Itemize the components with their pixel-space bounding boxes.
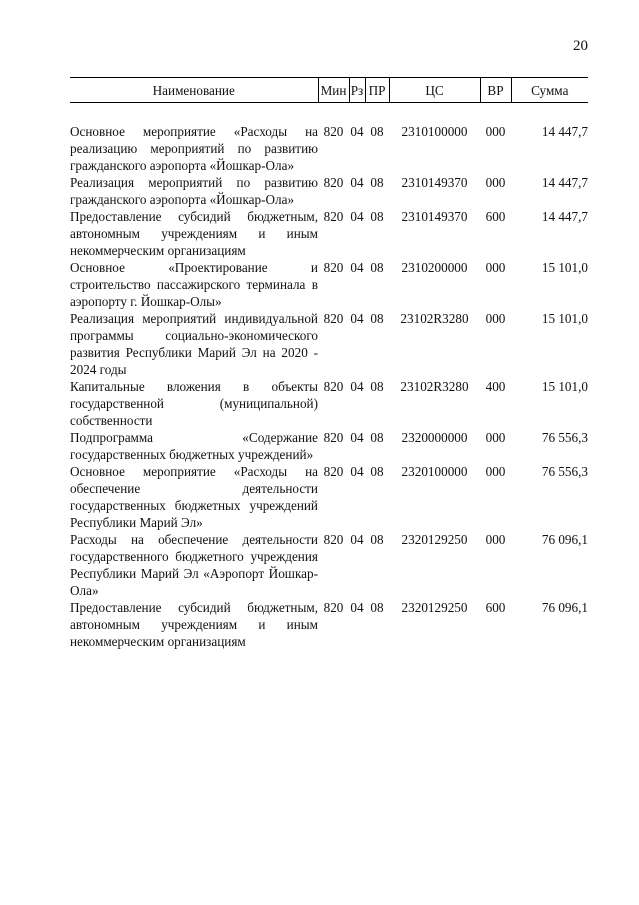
row-sum: 15 101,0: [541, 311, 588, 326]
table-row: [70, 259, 588, 310]
row-sum: 76 556,3: [541, 430, 588, 445]
row-sum: 14 447,7: [541, 209, 588, 224]
table-row: [70, 599, 588, 650]
row-sum: 14 447,7: [541, 124, 588, 139]
table-row: [70, 123, 588, 174]
table-row: [70, 378, 588, 429]
row-pr: 08: [370, 379, 384, 394]
row-name: Основное «Проектирование и строительство пассажирского терминала в аэропорту г. Йошкар-Олы»: [70, 260, 318, 309]
row-rz: 04: [350, 175, 364, 190]
row-cs: 23102R3280: [400, 311, 469, 326]
row-min: 820: [323, 464, 344, 479]
row-name: Реализация мероприятий индивидуальной программы социально-экономического развития Республики Марий Эл на 2020 - 2024 годы: [70, 311, 318, 377]
row-name: Реализация мероприятий по развитию гражданского аэропорта «Йошкар-Ола»: [70, 175, 318, 207]
row-pr: 08: [370, 311, 384, 326]
row-pr: 08: [370, 600, 384, 615]
row-min: 820: [323, 600, 344, 615]
row-sum: 76 556,3: [541, 464, 588, 479]
row-vr: 000: [485, 260, 506, 275]
table-row: [70, 310, 588, 378]
row-name: Предоставление субсидий бюджетным, автономным учреждениям и иным некоммерческим организациям: [70, 600, 318, 649]
row-pr: 08: [370, 124, 384, 139]
header-vr: ВР: [480, 78, 511, 103]
row-min: 820: [323, 532, 344, 547]
row-name: Подпрограмма «Содержание государственных бюджетных учреждений»: [70, 430, 318, 462]
row-cs: 2320129250: [401, 600, 468, 615]
row-vr: 000: [485, 175, 506, 190]
row-cs: 2320000000: [401, 430, 468, 445]
row-min: 820: [323, 124, 344, 139]
row-rz: 04: [350, 430, 364, 445]
row-rz: 04: [350, 209, 364, 224]
row-pr: 08: [370, 209, 384, 224]
row-rz: 04: [350, 260, 364, 275]
row-min: 820: [323, 430, 344, 445]
header-cs: ЦС: [389, 78, 480, 103]
row-vr: 000: [485, 430, 506, 445]
row-vr: 000: [485, 532, 506, 547]
row-cs: 2310100000: [401, 124, 468, 139]
row-cs: 23102R3280: [400, 379, 469, 394]
row-pr: 08: [370, 260, 384, 275]
header-min: Мин: [318, 78, 349, 103]
table-row: [70, 429, 588, 463]
row-min: 820: [323, 209, 344, 224]
row-rz: 04: [350, 124, 364, 139]
row-name: Капитальные вложения в объекты государственной (муниципальной) собственности: [70, 379, 318, 428]
row-name: Основное мероприятие «Расходы на реализацию мероприятий по развитию гражданского аэропорта «Йошкар-Ола»: [70, 124, 318, 173]
row-vr: 000: [485, 124, 506, 139]
row-name: Основное мероприятие «Расходы на обеспечение деятельности государственных бюджетных учреждений Республики Марий Эл»: [70, 464, 318, 530]
row-sum: 76 096,1: [541, 532, 588, 547]
row-min: 820: [323, 311, 344, 326]
row-vr: 000: [485, 311, 506, 326]
header-pr: ПР: [365, 78, 389, 103]
row-vr: 000: [485, 464, 506, 479]
row-pr: 08: [370, 532, 384, 547]
row-cs: 2310149370: [401, 209, 468, 224]
row-sum: 15 101,0: [541, 379, 588, 394]
row-pr: 08: [370, 430, 384, 445]
budget-table: [70, 77, 588, 650]
table-row: [70, 531, 588, 599]
row-rz: 04: [350, 379, 364, 394]
row-rz: 04: [350, 600, 364, 615]
row-rz: 04: [350, 532, 364, 547]
row-vr: 400: [485, 379, 506, 394]
row-min: 820: [323, 260, 344, 275]
table-row: [70, 463, 588, 531]
row-cs: 2310200000: [401, 260, 468, 275]
page-number: 20: [573, 38, 588, 54]
row-rz: 04: [350, 311, 364, 326]
row-min: 820: [323, 379, 344, 394]
row-sum: 15 101,0: [541, 260, 588, 275]
row-min: 820: [323, 175, 344, 190]
table-row: [70, 174, 588, 208]
row-vr: 600: [485, 600, 506, 615]
row-pr: 08: [370, 175, 384, 190]
table-spacer: [70, 103, 588, 124]
header-sum: Сумма: [511, 78, 588, 103]
table-row: [70, 208, 588, 259]
row-name: Предоставление субсидий бюджетным, автономным учреждениям и иным некоммерческим организациям: [70, 209, 318, 258]
row-vr: 600: [485, 209, 506, 224]
header-rz: Рз: [349, 78, 365, 103]
row-sum: 76 096,1: [541, 600, 588, 615]
row-cs: 2320129250: [401, 532, 468, 547]
row-cs: 2310149370: [401, 175, 468, 190]
row-pr: 08: [370, 464, 384, 479]
row-cs: 2320100000: [401, 464, 468, 479]
row-sum: 14 447,7: [541, 175, 588, 190]
row-name: Расходы на обеспечение деятельности государственного бюджетного учреждения Республики Марий Эл «Аэропорт Йошкар-Ола»: [70, 532, 318, 598]
row-rz: 04: [350, 464, 364, 479]
table-header-row: [70, 78, 588, 103]
header-name: Наименование: [70, 78, 318, 103]
